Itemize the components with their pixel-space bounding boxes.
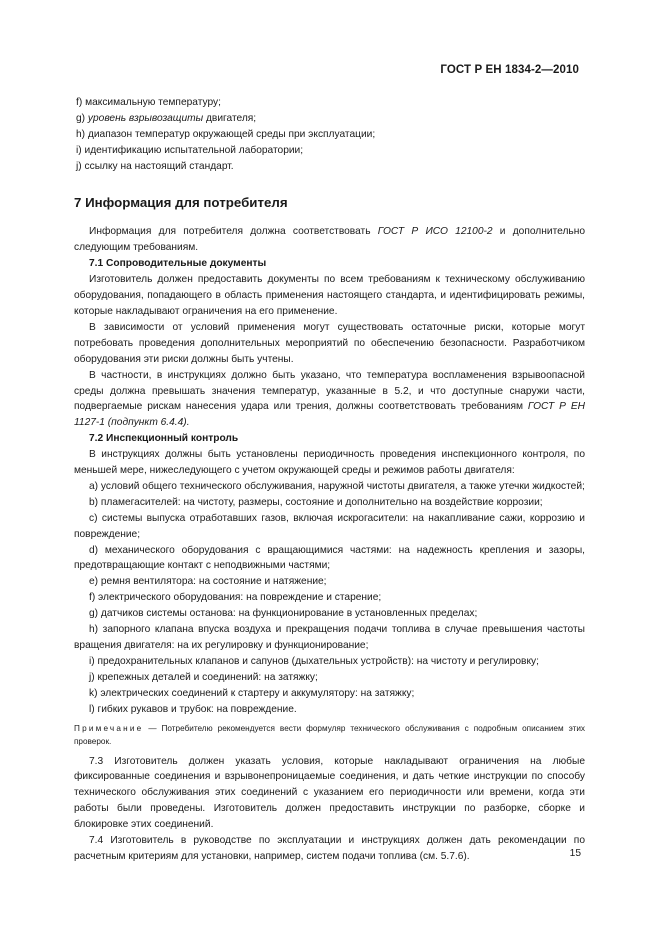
list-item: g) датчиков системы останова: на функционирование в установленных пределах; <box>89 608 478 620</box>
list-item: i) идентификацию испытательной лаборатории; <box>76 144 304 156</box>
page-number: 15 <box>569 848 581 859</box>
paragraph: В зависимости от условий применения могут существовать остаточные риски, которые могут потребовать проведения дополнительных мероприятий по обеспечению безопасности. Разработчиком оборудования эти риски должны быть учтены. <box>74 321 585 365</box>
note-label: Примечание <box>74 723 144 733</box>
page-body <box>74 95 585 865</box>
list-item: j) ссылку на настоящий стандарт. <box>76 160 234 172</box>
list-item: b) пламегасителей: на чистоту, размеры, состояние и дополнительно на воздействие коррозии; <box>89 496 543 508</box>
subsection-7-2-title: 7.2 Инспекционный контроль <box>89 433 239 445</box>
list-item: f) электрического оборудования: на повреждение и старение; <box>89 592 382 604</box>
paragraph-7-4: 7.4 Изготовитель в руководстве по эксплуатации и инструкциях должен дать рекомендации по расчетным критериям для установки, например, систем подачи топлива (см. 5.7.6). <box>74 835 585 862</box>
document-number: ГОСТ Р ЕН 1834-2—2010 <box>440 64 579 76</box>
list-item: i) предохранительных клапанов и сапунов (дыхательных устройств): на чистоту и регулировку; <box>89 655 539 667</box>
top-list <box>74 95 585 175</box>
paragraph: В частности, в инструкциях должно быть указано, что температура воспламенения взрывоопасной среды должна превышать значения температур, указанные в 5.2, и что доступные снаружи части, подвергаемые рискам нанесения удара или трения, должны соответствовать требованиям ГОСТ Р ЕН 1127-1 (подпункт 6.4.4). <box>74 369 585 429</box>
list-item: j) крепежных деталей и соединений: на затяжку; <box>89 671 318 683</box>
note-text: — Потребителю рекомендуется вести формуляр технического обслуживания с подробным описанием этих проверок. <box>74 723 585 746</box>
note <box>74 722 585 748</box>
paragraph: В инструкциях должны быть установлены периодичность проведения инспекционного контроля, по меньшей мере, нижеследующего с учетом окружающей среды и режимов работы двигателя: <box>74 449 585 477</box>
list-item: h) диапазон температур окружающей среды при эксплуатации; <box>76 128 376 140</box>
inspection-list <box>74 479 585 718</box>
paragraph: Изготовитель должен предоставить документы по всем требованиям к техническому обслуживанию оборудования, попадающего в область применения настоящего стандарта, и идентифицировать режимы, которые накладывают ограничения на его применение. <box>74 274 585 317</box>
paragraph-7-3: 7.3 Изготовитель должен указать условия, которые накладывают ограничения на любые фиксированные соединения и взрывонепроницаемые соединения, и дать четкие инструкции по способу технического обслуживания этих соединений с указанием его периодичности или времени, когда эти работы были проведены. Изготовитель должен предоставить инструкции по разборке, сборке и блокировке этих соединений. <box>74 755 585 831</box>
list-item: f) максимальную температуру; <box>76 97 221 108</box>
list-item: e) ремня вентилятора: на состояние и натяжение; <box>89 576 327 588</box>
list-item: a) условий общего технического обслуживания, наружной чистоты двигателя, а также утечки жидкостей; <box>89 480 585 492</box>
list-item: l) гибких рукавов и трубок: на повреждение. <box>89 703 297 715</box>
list-item: k) электрических соединений к стартеру и аккумулятору: на затяжку; <box>89 687 415 699</box>
section-7-title: 7 Информация для потребителя <box>74 194 288 210</box>
list-item: g) уровень взрывозащиты двигателя; <box>76 112 257 124</box>
list-item: d) механического оборудования с вращающимися частями: на надежность крепления и зазоры, предотвращающие контакт с неподвижными частями; <box>74 544 585 572</box>
subsection-7-1-title: 7.1 Сопроводительные документы <box>89 258 267 270</box>
section-7-intro: Информация для потребителя должна соответствовать ГОСТ Р ИСО 12100-2 и дополнительно следующим требованиям. <box>74 226 585 254</box>
list-item: h) запорного клапана впуска воздуха и прекращения подачи топлива в случае превышения частоты вращения двигателя: на их регулировку и функционирование; <box>74 624 585 651</box>
list-item: c) системы выпуска отработавших газов, включая искрогасители: на накапливание сажи, коррозию и повреждение; <box>74 512 585 540</box>
